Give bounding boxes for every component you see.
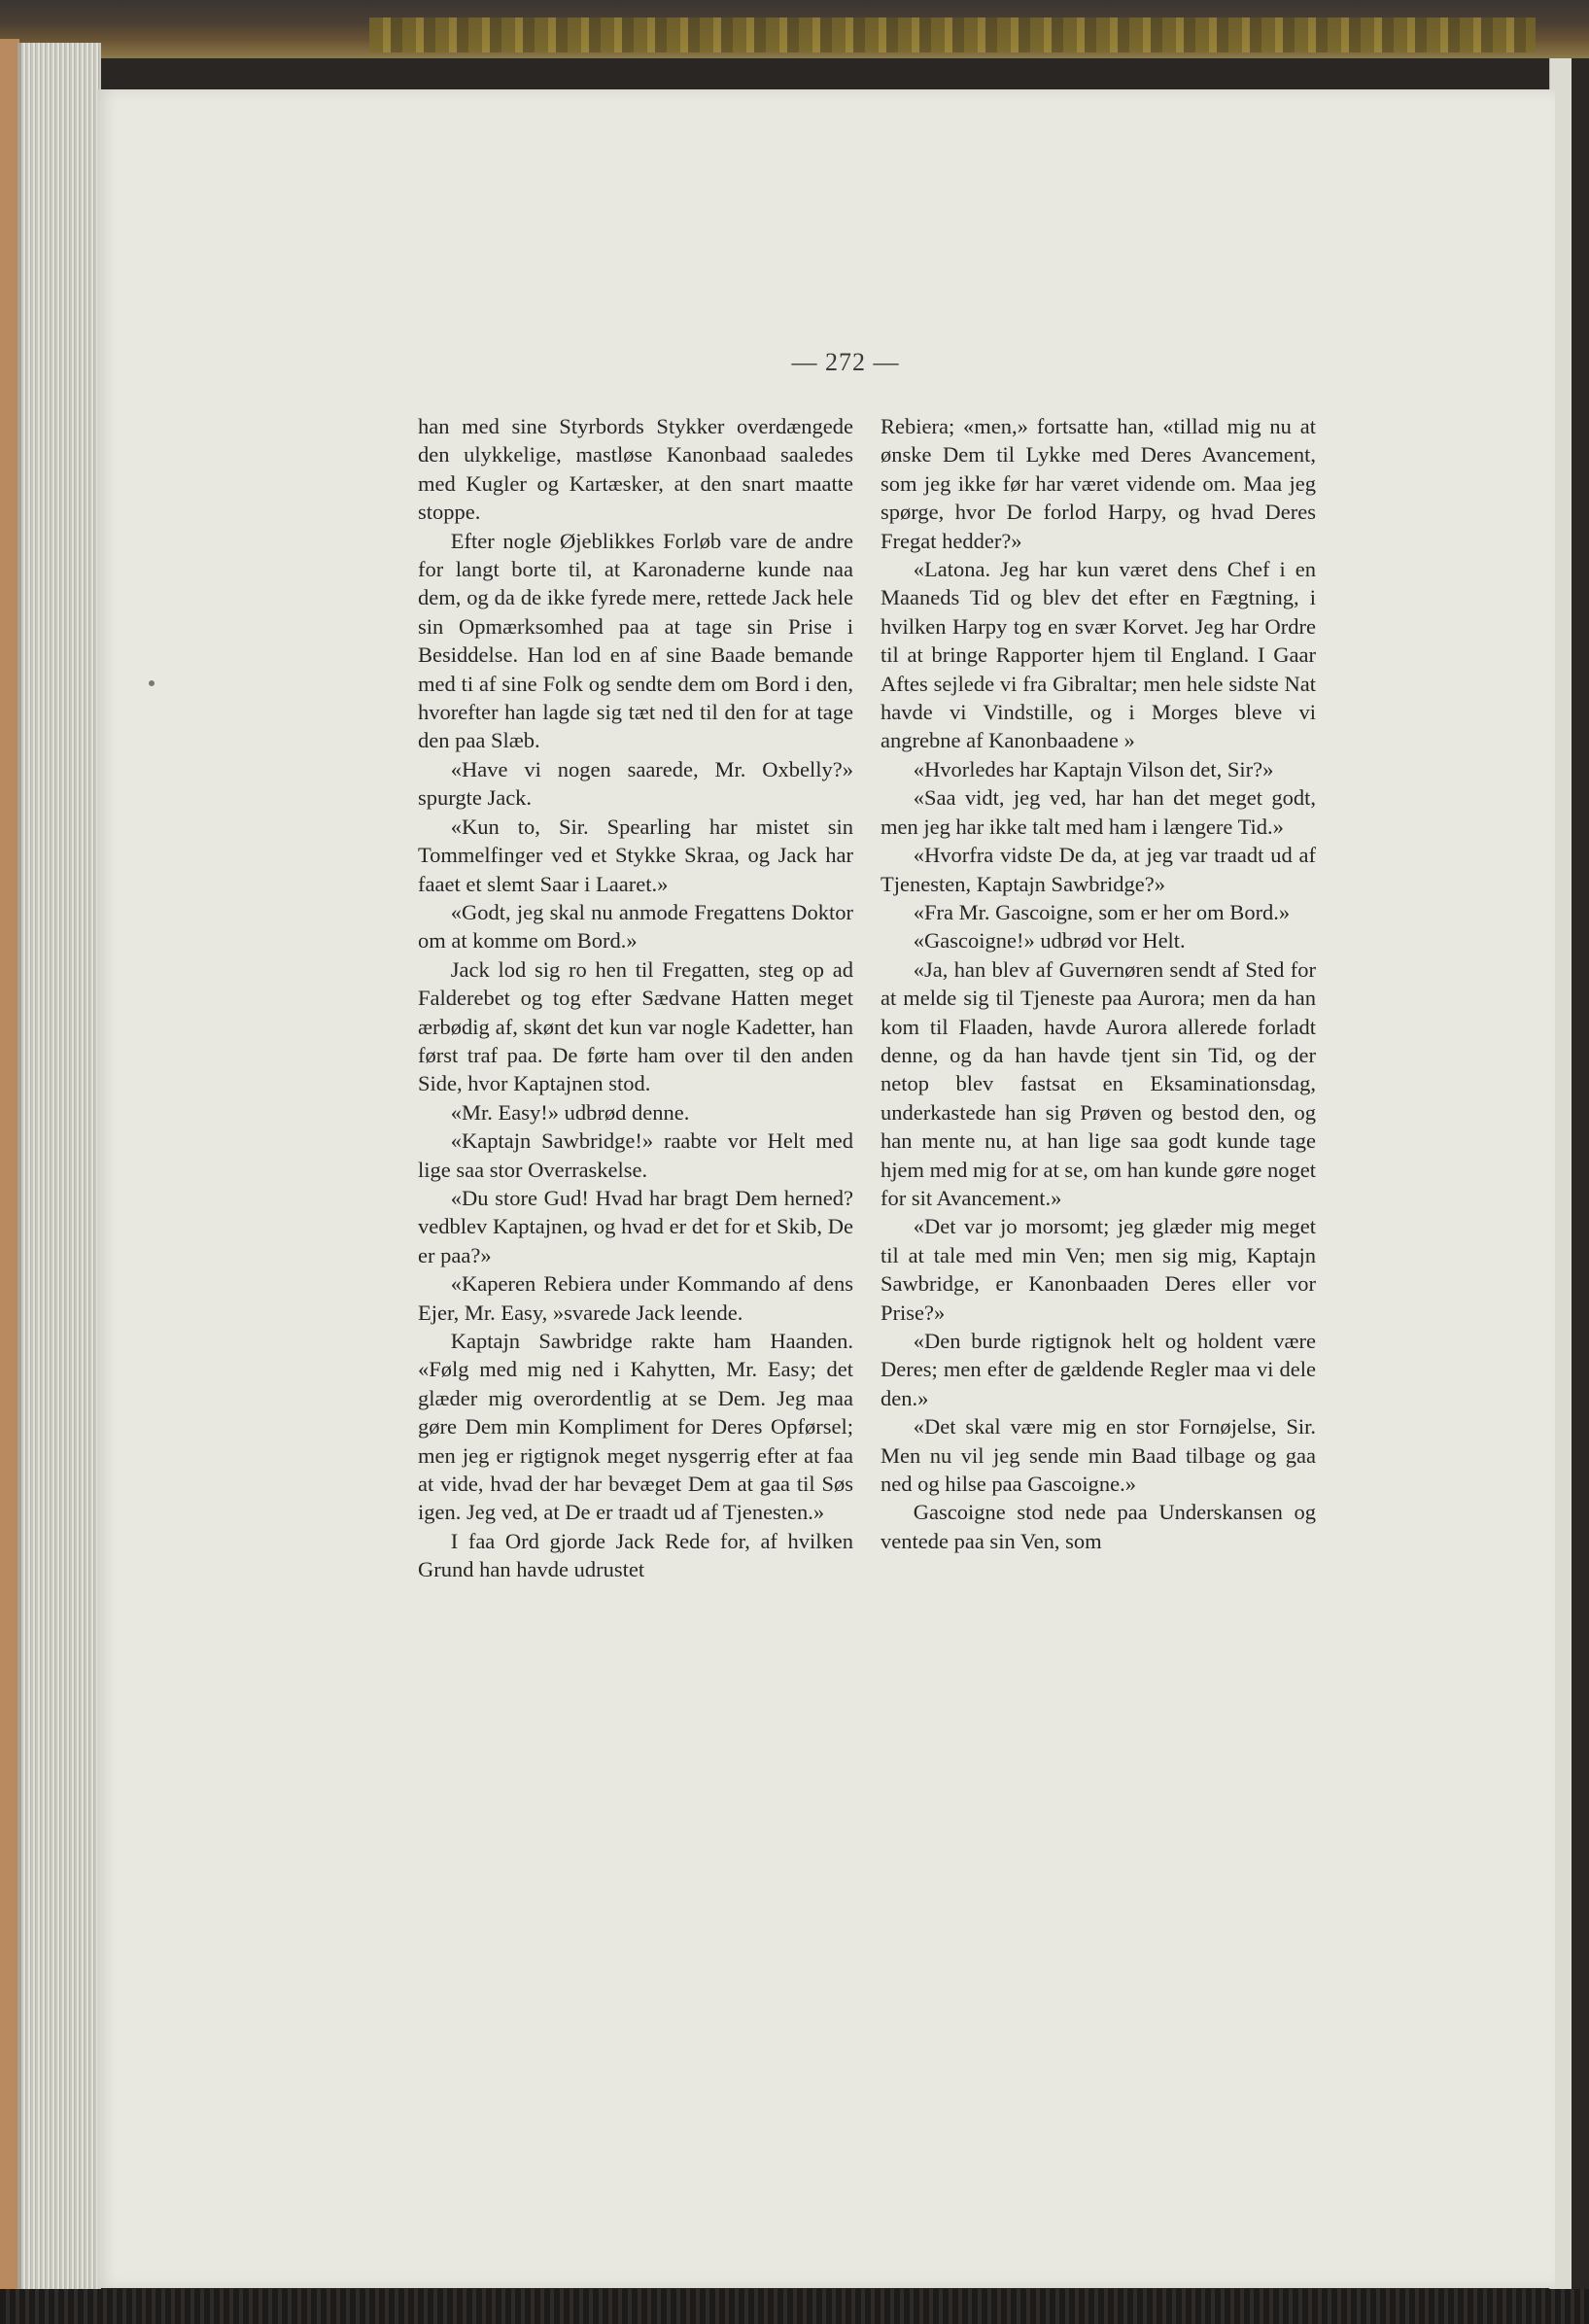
paragraph: han med sine Styrbords Stykker overdængede den ulykkelige, mastløse Kanonbaad saaledes med Kugler og Kartæsker, at den snart maatte stoppe. [418, 414, 853, 525]
paragraph: «Saa vidt, jeg ved, har han det meget godt, men jeg har ikke talt med ham i længere Tid.» [881, 785, 1316, 839]
paragraph: «Kaperen Rebiera under Kommando af dens Ejer, Mr. Easy, »svarede Jack leende. [418, 1271, 853, 1325]
paragraph: «Det skal være mig en stor Fornøjelse, Sir. Men nu vil jeg sende min Baad tilbage og gaa ned og hilse paa Gascoigne.» [881, 1414, 1316, 1497]
paragraph: Efter nogle Øjeblikkes Forløb vare de andre for langt borte til, at Karonaderne kunde naa dem, og da de ikke fyrede mere, rettede Jack hele sin Opmærksomhed paa at tage sin Prise i Besiddelse. Han lod en af sine Baade bemande med ti af sine Folk og sendte dem om Bord i den, hvorefter han lagde sig tæt ned til den for at tage den paa Slæb. [418, 528, 853, 753]
paragraph: I faa Ord gjorde Jack Rede for, af hvilken Grund han havde udrustet [418, 1528, 853, 1582]
right-text-column [881, 412, 1316, 1555]
book-bottom-edge [0, 2289, 1589, 2324]
paragraph: «Latona. Jeg har kun været dens Chef i en Maaneds Tid og blev det efter en Fægtning, i hvilken Harpy tog en svær Korvet. Jeg har Ordre til at bringe Rapporter hjem til England. I Gaar Aftes sejlede vi fra Gibraltar; men hele sidste Nat havde vi Vindstille, og i Morges bleve vi angrebne af Kanonbaadene » [881, 557, 1316, 753]
gilt-spine-decoration [369, 17, 1536, 52]
paragraph: «Ja, han blev af Guvernøren sendt af Sted for at melde sig til Tjeneste paa Aurora; men da han kom til Flaaden, havde Aurora allerede forladt denne, og da han havde tjent sin Tid, og der netop blev fastsat en Eksaminationsdag, underkastede han sig Prøven og bestod den, og han mente nu, at han lige saa godt kunde tage hjem med mig for at se, om han kunde gøre noget for sit Avancement.» [881, 956, 1317, 1210]
paragraph: «Gascoigne!» udbrød vor Helt. [913, 928, 1186, 954]
paragraph: «Kaptajn Sawbridge!» raabte vor Helt med lige saa stor Overraskelse. [418, 1128, 853, 1182]
book-top-edge [0, 0, 1589, 58]
paragraph: Rebiera; «men,» fortsatte han, «tillad mig nu at ønske Dem til Lykke med Deres Avancement, som jeg ikke før har været vidende om. Maa jeg spørge, hvor De forlod Harpy, og hvad Deres Fregat hedder?» [881, 414, 1316, 553]
page-speck [149, 680, 155, 686]
left-text-column [418, 412, 853, 1584]
paragraph: «Du store Gud! Hvad har bragt Dem herned? vedblev Kaptajnen, og hvad er det for et Skib, De er paa?» [418, 1185, 853, 1267]
paragraph: «Mr. Easy!» udbrød denne. [450, 1099, 690, 1125]
paragraph: «Have vi nogen saarede, Mr. Oxbelly?» spurgte Jack. [418, 756, 853, 811]
paragraph: «Fra Mr. Gascoigne, som er her om Bord.» [913, 899, 1291, 924]
book-cover-edge [0, 39, 19, 2294]
paragraph: «Hvorfra vidste De da, at jeg var traadt ud af Tjenesten, Kaptajn Sawbridge?» [881, 843, 1316, 896]
stacked-page-edges [17, 43, 101, 2293]
paragraph: Kaptajn Sawbridge rakte ham Haanden. «Følg med mig ned i Kahytten, Mr. Easy; det glæder mig overordentlig at se Dem. Jeg maa gøre Dem min Kompliment for Deres Opførsel; men jeg er rigtignok meget nysgerrig efter at faa at vide, hvad der har bevæget Dem at gaa til Søs igen. Jeg ved, at De er traadt ud af Tjenesten.» [418, 1329, 853, 1525]
paragraph: «Hvorledes har Kaptajn Vilson det, Sir?» [913, 756, 1274, 781]
paragraph: «Den burde rigtignok helt og holdent være Deres; men efter de gældende Regler maa vi dele den.» [881, 1329, 1316, 1410]
paragraph: «Kun to, Sir. Spearling har mistet sin Tommelfinger ved et Stykke Skraa, og Jack har faaet et slemt Saar i Laaret.» [418, 814, 853, 896]
paragraph: Jack lod sig ro hen til Fregatten, steg op ad Falderebet og tog efter Sædvane Hatten meget ærbødig af, skønt det kun var nogle Kadetter, han først traf paa. De førte ham over til den anden Side, hvor Kaptajnen stod. [418, 956, 853, 1096]
paragraph: Gascoigne stod nede paa Underskansen og ventede paa sin Ven, som [881, 1500, 1316, 1553]
paragraph: «Godt, jeg skal nu anmode Fregattens Doktor om at komme om Bord.» [418, 899, 853, 954]
paragraph: «Det var jo morsomt; jeg glæder mig meget til at tale med min Ven; men sig mig, Kaptajn Sawbridge, er Kanonbaaden Deres eller vor Prise?» [881, 1214, 1316, 1325]
page-number: — 272 — [791, 348, 900, 376]
